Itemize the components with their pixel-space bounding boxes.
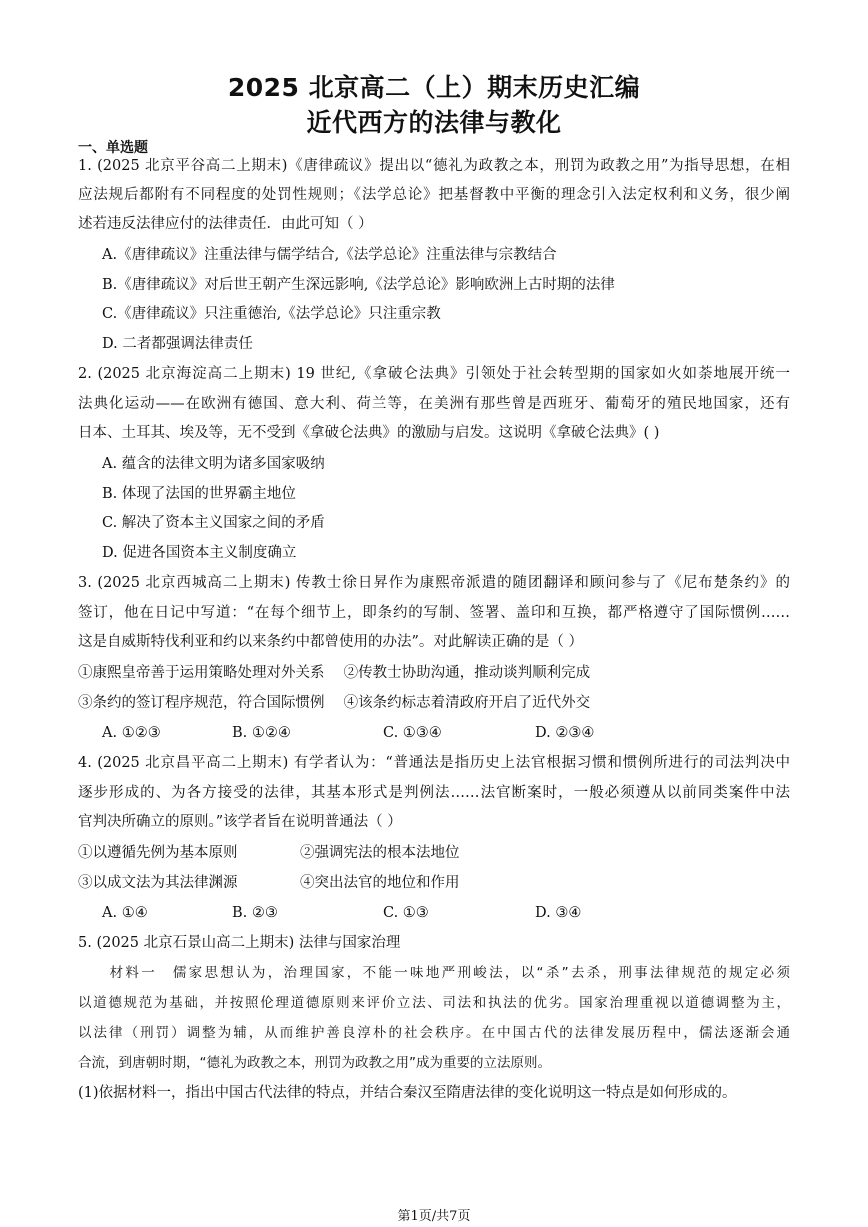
- q3-statements-1: ①康熙皇帝善于运用策略处理对外关系 ②传教士协助沟通，推动谈判顺利完成: [78, 665, 591, 681]
- q5-material-line-2: 以道德规范为基础，并按照伦理道德原则来评价立法、司法和执法的优劣。国家治理重视以道德调整为主，: [78, 995, 790, 1011]
- q5-subquestion-1: (1)依据材料一，指出中国古代法律的特点，并结合秦汉至隋唐法律的变化说明这一特点是如何形成的。: [78, 1085, 737, 1101]
- q4-statement-3: ③以成文法为其法律渊源: [78, 875, 238, 891]
- q5-material-line-1: 材料一 儒家思想认为，治理国家，不能一味地严刑峻法，以“杀”去杀，刑事法律规范的规定必须: [78, 965, 790, 981]
- page-footer: 第1页/共7页: [397, 1209, 471, 1224]
- q3-choice-c: C. ①③④: [383, 725, 442, 741]
- q2-line-1: 2. (2025 北京海淀高二上期末) 19 世纪,《拿破仑法典》引领处于社会转型期的国家如火如荼地展开统一: [78, 366, 790, 382]
- q4-statement-2: ②强调宪法的根本法地位: [300, 845, 460, 861]
- q3-line-1: 3. (2025 北京西城高二上期末) 传教士徐日昇作为康熙帝派遣的随团翻译和顾问参与了《尼布楚条约》的: [78, 575, 790, 591]
- q2-option-c: C. 解决了资本主义国家之间的矛盾: [102, 515, 325, 531]
- q4-choice-c: C. ①③: [383, 905, 429, 921]
- q3-line-2: 签订，他在日记中写道：“在每个细节上，即条约的写制、签署、盖印和互换，都严格遵守了国际惯例……: [78, 605, 790, 621]
- q4-choice-b: B. ②③: [232, 905, 278, 921]
- q1-option-d: D. 二者都强调法律责任: [102, 336, 253, 352]
- q5-heading: 5. (2025 北京石景山高二上期末) 法律与国家治理: [78, 935, 401, 951]
- q3-choice-d: D. ②③④: [535, 725, 595, 741]
- q2-line-3: 日本、土耳其、埃及等，无不受到《拿破仑法典》的激励与启发。这说明《拿破仑法典》( ): [78, 425, 660, 441]
- q3-choice-a: A. ①②③: [102, 725, 161, 741]
- q1-line-2: 应法规后都附有不同程度的处罚性规则；《法学总论》把基督教中平衡的理念引入法定权利和义务，很少阐: [78, 187, 790, 203]
- q4-statement-1: ①以遵循先例为基本原则: [78, 845, 238, 861]
- q5-material-line-4: 合流，到唐朝时期，“德礼为政教之本，刑罚为政教之用”成为重要的立法原则。: [78, 1055, 551, 1071]
- q3-line-3: 这是自威斯特伐利亚和约以来条约中都曾使用的办法”。对此解读正确的是（ ）: [78, 634, 584, 650]
- document-title: 2025 北京高二（上）期末历史汇编: [227, 73, 641, 102]
- q4-statement-4: ④突出法官的地位和作用: [300, 875, 460, 891]
- q4-line-1: 4. (2025 北京昌平高二上期末) 有学者认为：“普通法是指历史上法官根据习惯和惯例所进行的司法判决中: [78, 755, 790, 771]
- q2-option-a: A. 蕴含的法律文明为诸多国家吸纳: [102, 456, 325, 472]
- q4-choice-a: A. ①④: [102, 905, 148, 921]
- q4-choice-d: D. ③④: [535, 905, 582, 921]
- q2-option-d: D. 促进各国资本主义制度确立: [102, 545, 297, 561]
- q1-line-1: 1. (2025 北京平谷高二上期末)《唐律疏议》提出以“德礼为政教之本，刑罚为政教之用”为指导思想，在相: [78, 158, 790, 174]
- q3-choice-b: B. ①②④: [232, 725, 291, 741]
- section-heading: 一、单选题: [78, 140, 148, 156]
- q4-line-3: 官判决所确立的原则。”该学者旨在说明普通法（ ）: [78, 814, 402, 830]
- q5-material-line-3: 以法律（刑罚）调整为辅，从而维护善良淳朴的社会秩序。在中国古代的法律发展历程中，儒法逐渐会通: [78, 1025, 790, 1041]
- q2-option-b: B. 体现了法国的世界霸主地位: [102, 486, 296, 502]
- document-subtitle: 近代西方的法律与教化: [306, 108, 562, 137]
- q3-statements-2: ③条约的签订程序规范，符合国际惯例 ④该条约标志着清政府开启了近代外交: [78, 695, 591, 711]
- q1-line-3: 述若违反法律应付的法律责任．由此可知（ ）: [78, 216, 373, 232]
- q2-line-2: 法典化运动——在欧洲有德国、意大利、荷兰等，在美洲有那些曾是西班牙、葡萄牙的殖民地国家，还有: [78, 396, 790, 412]
- q1-option-b: B.《唐律疏议》对后世王朝产生深远影响,《法学总论》影响欧洲上古时期的法律: [102, 277, 615, 293]
- q1-option-c: C.《唐律疏议》只注重德治,《法学总论》只注重宗教: [102, 306, 441, 322]
- q1-option-a: A.《唐律疏议》注重法律与儒学结合,《法学总论》注重法律与宗教结合: [102, 247, 557, 263]
- q4-line-2: 逐步形成的、为各方接受的法律，其基本形式是判例法……法官断案时，一般必须遵从以前同类案件中法: [78, 785, 790, 801]
